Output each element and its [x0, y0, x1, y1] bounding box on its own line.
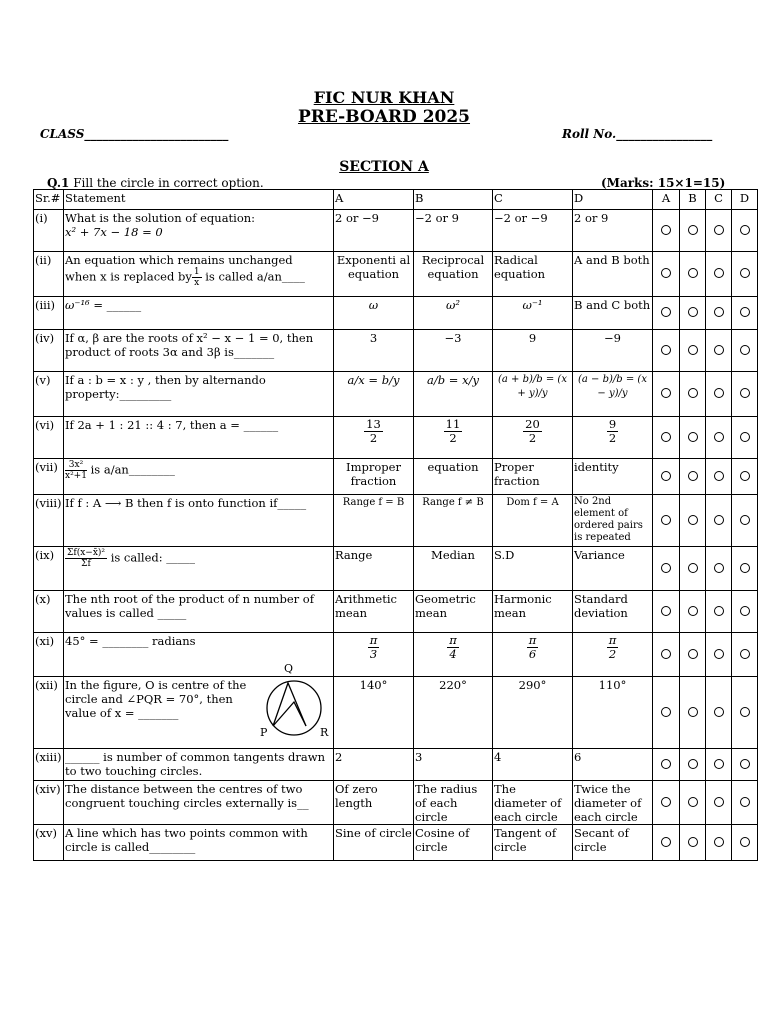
option-c: $\frac{\pi}{6}$ [493, 633, 573, 677]
bubble-b[interactable] [680, 547, 706, 591]
bubble-c[interactable] [706, 547, 732, 591]
table-row [34, 781, 758, 825]
option-b: $\frac{11}{2}$ [414, 417, 493, 459]
table-row [34, 677, 758, 749]
bubble-b[interactable] [680, 330, 706, 372]
bubble-a[interactable] [653, 591, 680, 633]
option-a: $\frac{\pi}{3}$ [334, 633, 414, 677]
bubble-b[interactable] [680, 252, 706, 297]
option-d: A and B both [573, 252, 653, 297]
bubble-d[interactable] [732, 495, 758, 547]
option-a: Sine of circle [334, 825, 414, 861]
option-b: Geometric mean [414, 591, 493, 633]
bubble-b[interactable] [680, 591, 706, 633]
bubble-d[interactable] [732, 749, 758, 781]
option-a: Range [334, 547, 414, 591]
option-d: $\frac{\pi}{2}$ [573, 633, 653, 677]
option-c: 9 [493, 330, 573, 372]
option-d: identity [573, 459, 653, 495]
option-b: Cosine of circle [414, 825, 493, 861]
option-d: −9 [573, 330, 653, 372]
option-b: Median [414, 547, 493, 591]
question-instruction [47, 176, 264, 190]
school-title: FIC NUR KHAN [313, 88, 455, 107]
bubble-d[interactable] [732, 459, 758, 495]
table-row [34, 330, 758, 372]
circle-figure [248, 662, 332, 739]
bubble-b[interactable] [680, 825, 706, 861]
header-sr: Sr.# [34, 190, 64, 210]
option-a: Exponenti al equation [334, 252, 414, 297]
header-bubble-b: B [680, 190, 706, 210]
option-d: B and C both [573, 297, 653, 330]
bubble-a[interactable] [653, 749, 680, 781]
option-c: ω⁻¹ [493, 297, 573, 330]
bubble-b[interactable] [680, 417, 706, 459]
table-row [34, 825, 758, 861]
table-row [34, 417, 758, 459]
header-option-d: D [573, 190, 653, 210]
bubble-c[interactable] [706, 210, 732, 252]
row-statement: Q P R In the figure, O is centre of the circle and ∠PQR = 70°, then value of x = _______ [64, 677, 334, 749]
option-b: −3 [414, 330, 493, 372]
option-a: 140° [334, 677, 414, 749]
option-a: ω [334, 297, 414, 330]
option-b: −2 or 9 [414, 210, 493, 252]
bubble-a[interactable] [653, 633, 680, 677]
row-statement: What is the solution of equation: x² + 7x − 18 = 0 [64, 210, 334, 252]
row-sr: (iii) [34, 297, 64, 330]
table-row [34, 633, 758, 677]
row-statement: A line which has two points common with circle is called________ [64, 825, 334, 861]
bubble-d[interactable] [732, 297, 758, 330]
row-statement: $\frac{\text{Σf(x−x̄)²}}{\Sigma f}$ is called: _____ [64, 547, 334, 591]
option-d: 6 [573, 749, 653, 781]
bubble-b[interactable] [680, 749, 706, 781]
row-sr: (xii) [34, 677, 64, 749]
row-statement: ______ is number of common tangents drawn to two touching circles. [64, 749, 334, 781]
bubble-c[interactable] [706, 781, 732, 825]
bubble-c[interactable] [706, 749, 732, 781]
row-sr: (vi) [34, 417, 64, 459]
option-b: Reciprocal equation [414, 252, 493, 297]
row-sr: (xiii) [34, 749, 64, 781]
bubble-b[interactable] [680, 495, 706, 547]
option-d: 2 or 9 [573, 210, 653, 252]
option-c: −2 or −9 [493, 210, 573, 252]
option-b: 220° [414, 677, 493, 749]
figure-label-r: R [320, 726, 329, 739]
marks-label: (Marks: 15×1=15) [601, 176, 726, 190]
option-c: S.D [493, 547, 573, 591]
bubble-d[interactable] [732, 210, 758, 252]
row-sr: (x) [34, 591, 64, 633]
row-sr: (i) [34, 210, 64, 252]
option-b: a/b = x/y [414, 372, 493, 417]
bubble-c[interactable] [706, 459, 732, 495]
bubble-d[interactable] [732, 330, 758, 372]
figure-label-q: Q [284, 662, 294, 675]
option-d: Standard deviation [573, 591, 653, 633]
table-row [34, 591, 758, 633]
bubble-a[interactable] [653, 677, 680, 749]
bubble-c[interactable] [706, 252, 732, 297]
bubble-d[interactable] [732, 781, 758, 825]
option-c: Radical equation [493, 252, 573, 297]
option-c: Harmonic mean [493, 591, 573, 633]
option-b: 3 [414, 749, 493, 781]
bubble-d[interactable] [732, 825, 758, 861]
bubble-a[interactable] [653, 459, 680, 495]
option-d: Twice the diameter of each circle [573, 781, 653, 825]
row-sr: (ii) [34, 252, 64, 297]
question-number: Q.1 [47, 176, 70, 190]
bubble-d[interactable] [732, 252, 758, 297]
option-c: Proper fraction [493, 459, 573, 495]
bubble-d[interactable] [732, 677, 758, 749]
header-option-c: C [493, 190, 573, 210]
bubble-b[interactable] [680, 459, 706, 495]
row-sr: (xiv) [34, 781, 64, 825]
option-c: Dom f = A [493, 495, 573, 547]
option-a: Arithmetic mean [334, 591, 414, 633]
bubble-c[interactable] [706, 417, 732, 459]
option-b: $\frac{\pi}{4}$ [414, 633, 493, 677]
bubble-a[interactable] [653, 781, 680, 825]
option-c: Tangent of circle [493, 825, 573, 861]
question-text: Fill the circle in correct option. [73, 176, 264, 190]
table-row [34, 547, 758, 591]
option-a: Improper fraction [334, 459, 414, 495]
option-a: a/x = b/y [334, 372, 414, 417]
option-a: $\frac{13}{2}$ [334, 417, 414, 459]
table-row [34, 210, 758, 252]
header-bubble-d: D [732, 190, 758, 210]
table-row [34, 372, 758, 417]
bubble-c[interactable] [706, 633, 732, 677]
bubble-a[interactable] [653, 417, 680, 459]
row-statement: If f : A ⟶ B then f is onto function if_____ [64, 495, 334, 547]
roll-number-field: Roll No.________________ [562, 127, 713, 141]
class-field: CLASS________________________ [40, 127, 229, 141]
option-d: Variance [573, 547, 653, 591]
option-a: 2 [334, 749, 414, 781]
bubble-a[interactable] [653, 330, 680, 372]
bubble-a[interactable] [653, 547, 680, 591]
row-statement: If 2a + 1 : 21 :: 4 : 7, then a = ______ [64, 417, 334, 459]
option-c: (a + b)/b = (x + y)/y [493, 372, 573, 417]
table-row [34, 749, 758, 781]
bubble-c[interactable] [706, 330, 732, 372]
row-statement: If α, β are the roots of x² − x − 1 = 0, then product of roots 3α and 3β is_______ [64, 330, 334, 372]
bubble-c[interactable] [706, 825, 732, 861]
exam-title: PRE-BOARD 2025 [297, 107, 471, 127]
bubble-c[interactable] [706, 495, 732, 547]
figure-label-p: P [260, 726, 268, 739]
option-c: The diameter of each circle [493, 781, 573, 825]
row-sr: (v) [34, 372, 64, 417]
row-sr: (xi) [34, 633, 64, 677]
row-sr: (viii) [34, 495, 64, 547]
option-a: Of zero length [334, 781, 414, 825]
row-statement: The nth root of the product of n number of values is called _____ [64, 591, 334, 633]
table-header-row [34, 190, 758, 210]
option-b: ω² [414, 297, 493, 330]
bubble-d[interactable] [732, 417, 758, 459]
option-d: (a − b)/b = (x − y)/y [573, 372, 653, 417]
table-row [34, 495, 758, 547]
row-statement: If a : b = x : y , then by alternando property:_________ [64, 372, 334, 417]
row-sr: (ix) [34, 547, 64, 591]
bubble-a[interactable] [653, 210, 680, 252]
bubble-c[interactable] [706, 677, 732, 749]
row-statement: The distance between the centres of two congruent touching circles externally is__ [64, 781, 334, 825]
bubble-c[interactable] [706, 372, 732, 417]
option-d: 110° [573, 677, 653, 749]
row-statement: 45° = ________ radians [64, 633, 334, 677]
bubble-a[interactable] [653, 495, 680, 547]
bubble-c[interactable] [706, 591, 732, 633]
table-row [34, 459, 758, 495]
row-statement: An equation which remains unchanged when x is replaced by $\frac{1}{x}$ is called a/an____ [64, 252, 334, 297]
section-heading: SECTION A [339, 159, 429, 175]
row-sr: (xv) [34, 825, 64, 861]
option-a: Range f = B [334, 495, 414, 547]
header-statement: Statement [64, 190, 334, 210]
row-statement: ω⁻¹⁶ = ______ [64, 297, 334, 330]
option-c: 4 [493, 749, 573, 781]
bubble-b[interactable] [680, 781, 706, 825]
header-bubble-c: C [706, 190, 732, 210]
header-bubble-a: A [653, 190, 680, 210]
bubble-b[interactable] [680, 633, 706, 677]
bubble-b[interactable] [680, 210, 706, 252]
table-row [34, 252, 758, 297]
mcq-table [33, 189, 758, 861]
bubble-b[interactable] [680, 372, 706, 417]
bubble-b[interactable] [680, 677, 706, 749]
bubble-b[interactable] [680, 297, 706, 330]
option-a: 2 or −9 [334, 210, 414, 252]
row-statement: $\frac{\text{3x²}}{\text{x²+1}}$ is a/an________ [64, 459, 334, 495]
bubble-a[interactable] [653, 825, 680, 861]
bubble-d[interactable] [732, 633, 758, 677]
option-d: Secant of circle [573, 825, 653, 861]
table-row [34, 297, 758, 330]
row-sr: (vii) [34, 459, 64, 495]
option-a: 3 [334, 330, 414, 372]
option-c: 290° [493, 677, 573, 749]
bubble-a[interactable] [653, 297, 680, 330]
bubble-a[interactable] [653, 252, 680, 297]
option-b: Range f ≠ B [414, 495, 493, 547]
option-d: No 2nd element of ordered pairs is repeated [573, 495, 653, 547]
bubble-c[interactable] [706, 297, 732, 330]
header-option-b: B [414, 190, 493, 210]
option-b: equation [414, 459, 493, 495]
option-d: $\frac{9}{2}$ [573, 417, 653, 459]
row-sr: (iv) [34, 330, 64, 372]
bubble-a[interactable] [653, 372, 680, 417]
option-c: $\frac{20}{2}$ [493, 417, 573, 459]
bubble-d[interactable] [732, 547, 758, 591]
option-b: The radius of each circle [414, 781, 493, 825]
bubble-d[interactable] [732, 591, 758, 633]
header-option-a: A [334, 190, 414, 210]
bubble-d[interactable] [732, 372, 758, 417]
